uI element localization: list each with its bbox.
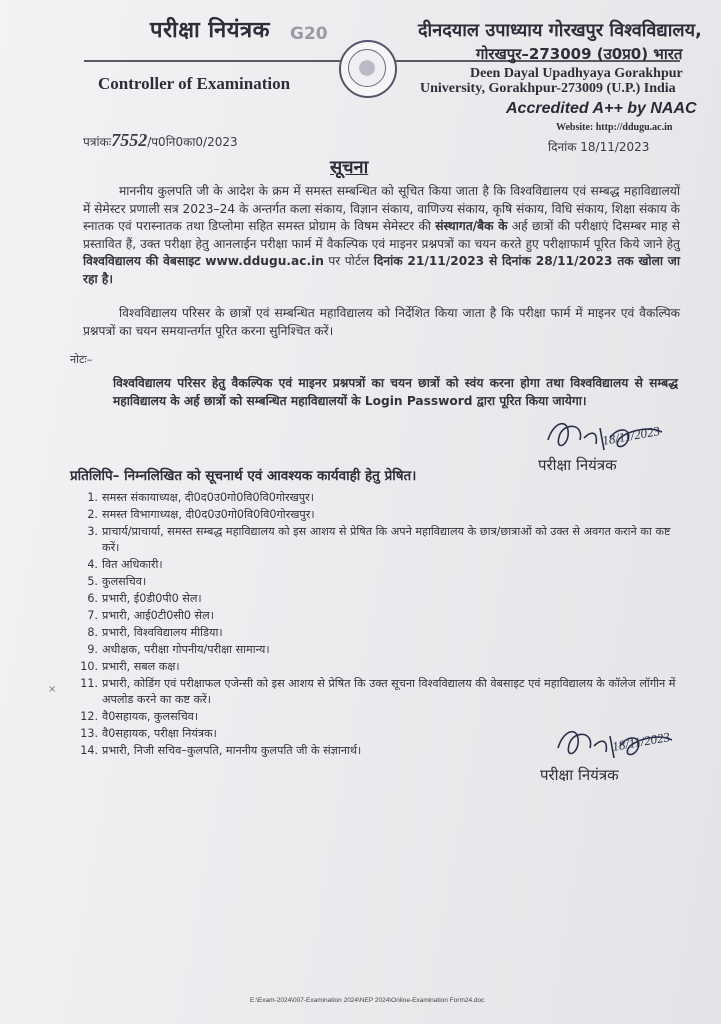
copy-to-item-text: प्रभारी, विश्वविद्यालय मीडिया। bbox=[102, 626, 223, 639]
reference-number bbox=[83, 130, 238, 151]
notice-date: दिनांक 18/11/2023 bbox=[548, 140, 650, 154]
copy-to-item-text: वित अधिकारी। bbox=[102, 558, 163, 571]
paragraph1-text-b: अर्ह छात्रों की परीक्षाएं दिसम्बर माह से प्रस्तावित हैं, उक्त परीक्षा हेतु आनलाईन परीक्षा फार्म में वैकल्पिक एवं माइनर प्रश्नपत्रों का चयन करते हुए परीक्षाफार्म पूरित किये जाने हेतु bbox=[83, 219, 680, 251]
copy-to-item-text: प्रभारी, निजी सचिव–कुलपति, माननीय कुलपति जी के संज्ञानार्थ। bbox=[102, 744, 362, 757]
copy-to-item-number: 13. bbox=[80, 727, 98, 740]
copy-to-item-number: 8. bbox=[87, 626, 98, 639]
copy-to-item bbox=[80, 490, 690, 506]
university-name-hindi: दीनदयाल उपाध्याय गोरखपुर विश्वविद्यालय, bbox=[418, 20, 702, 41]
reference-label: पत्रांकः bbox=[83, 135, 112, 149]
note-label: नोटः– bbox=[70, 353, 93, 366]
copy-to-item-text: वै0सहायक, परीक्षा नियंत्रक। bbox=[102, 727, 217, 740]
reference-handwritten-number: 7552 bbox=[111, 130, 148, 150]
g20-logo: G20 bbox=[290, 24, 328, 44]
website-link[interactable]: Website: http://ddugu.ac.in bbox=[556, 122, 673, 133]
copy-to-item-text: समस्त संकायाध्यक्ष, दी0द0उ0गो0वि0वि0गोरखपुर। bbox=[102, 491, 314, 504]
notice-paragraph-1 bbox=[83, 183, 680, 288]
copy-to-item bbox=[80, 507, 690, 523]
copy-to-item bbox=[80, 574, 690, 590]
copy-to-item bbox=[80, 557, 690, 573]
copy-to-item-number: 1. bbox=[87, 491, 98, 504]
margin-mark: × bbox=[48, 684, 57, 695]
copy-to-item-number: 5. bbox=[87, 575, 98, 588]
notice-title: सूचना bbox=[330, 157, 369, 178]
copy-to-item-number: 4. bbox=[87, 558, 98, 571]
copy-to-item bbox=[80, 608, 690, 624]
copy-to-item bbox=[80, 676, 690, 708]
copy-to-item-text: अधीक्षक, परीक्षा गोपनीय/परीक्षा सामान्य। bbox=[102, 643, 270, 656]
copy-to-item-number: 11. bbox=[80, 677, 98, 690]
copy-to-item-number: 10. bbox=[80, 660, 98, 673]
paragraph1-bold-website: विश्वविद्यालय की वेबसाइट www.ddugu.ac.in bbox=[83, 254, 324, 268]
copy-to-item-number: 6. bbox=[87, 592, 98, 605]
office-title-english: Controller of Examination bbox=[98, 74, 291, 93]
paragraph1-bold-a: संस्थागत/बैक के bbox=[435, 219, 508, 233]
signature-2-date: 18/11/2023 bbox=[611, 729, 672, 754]
file-path-footer: E:\Exam-2024\007-Examination 2024\NEP 2024\Online-Examination Form24.doc bbox=[250, 997, 485, 1004]
copy-to-item-text: प्रभारी, ई0डी0पी0 सेल। bbox=[102, 592, 202, 605]
note-text: विश्वविद्यालय परिसर हेतु वैकल्पिक एवं माइनर प्रश्नपत्रों का चयन छात्रों को स्वंय करना होगा तथा विश्वविद्यालय से सम्बद्ध महाविद्यालय के अर्ह छात्रों को सम्बन्धित महाविद्यालयों के Login Password द्वारा पूरित किया जायेगा। bbox=[113, 376, 678, 408]
university-seal-icon bbox=[339, 40, 397, 98]
signature-1-date: 18/11/2023 bbox=[601, 423, 662, 448]
copy-to-item-number: 7. bbox=[87, 609, 98, 622]
copy-to-item bbox=[80, 591, 690, 607]
copy-to-item-number: 9. bbox=[87, 643, 98, 656]
copy-to-item bbox=[80, 524, 690, 556]
signatory-title-1: परीक्षा नियंत्रक bbox=[538, 456, 617, 474]
copy-to-item-number: 3. bbox=[87, 525, 98, 538]
copy-to-item-text: समस्त विभागाध्यक्ष, दी0द0उ0गो0वि0वि0गोरखपुर। bbox=[102, 508, 315, 521]
paragraph1-bold-dates: दिनांक 21/11/2023 से दिनांक 28/11/2023 तक खोला जा रहा है। bbox=[83, 254, 681, 286]
copy-to-heading: प्रतिलिपि– निम्नलिखित को सूचनार्थ एवं आवश्यक कार्यवाही हेतु प्रेषित। bbox=[70, 468, 417, 484]
university-address-english: University, Gorakhpur-273009 (U.P.) India bbox=[420, 81, 676, 96]
copy-to-item-text: प्राचार्य/प्राचार्या, समस्त सम्बद्ध महाविद्यालय को इस आशय से प्रेषित कि अपने महाविद्यालय के छात्र/छात्राओं को उक्त से अवगत कराने का कष्ट करें। bbox=[102, 525, 671, 554]
office-title-hindi: परीक्षा नियंत्रक bbox=[150, 18, 271, 43]
copy-to-item bbox=[80, 642, 690, 658]
copy-to-item-number: 2. bbox=[87, 508, 98, 521]
copy-to-item-text: प्रभारी, कोडिंग एवं परीक्षाफल एजेन्सी को इस आशय से प्रेषित कि उक्त सूचना विश्वविद्यालय की वेबसाइट एवं महाविद्यालय के कॉलेज लॉगीन में अपलोड करने का कष्ट करें। bbox=[102, 677, 676, 706]
signatory-title-2: परीक्षा नियंत्रक bbox=[540, 766, 619, 784]
notice-paragraph-2: विश्वविद्यालय परिसर के छात्रों एवं सम्बन्धित महाविद्यालय को निर्देशित किया जाता है कि परीक्षा फार्म में माइनर एवं वैकल्पिक प्रश्नपत्रों का चयन समयान्तर्गत पूरित करना सुनिश्चित करें। bbox=[83, 306, 680, 338]
copy-to-item-text: प्रभारी, सबल कक्ष। bbox=[102, 660, 180, 673]
copy-to-item bbox=[80, 659, 690, 675]
university-name-english: Deen Dayal Upadhyaya Gorakhpur bbox=[470, 66, 683, 81]
copy-to-item-text: वै0सहायक, कुलसचिव। bbox=[102, 710, 199, 723]
copy-to-item-number: 12. bbox=[80, 710, 98, 723]
copy-to-item bbox=[80, 625, 690, 641]
paragraph1-text-c: पर पोर्टल bbox=[323, 254, 374, 268]
university-address-hindi: गोरखपुर–273009 (उ0प्र0) भारत bbox=[476, 45, 683, 63]
reference-suffix: /प0नि0का0/2023 bbox=[147, 135, 238, 149]
naac-accreditation: Accredited A++ by NAAC bbox=[506, 100, 697, 117]
paragraph1-text-a: माननीय कुलपति जी के आदेश के क्रम में समस्त सम्बन्धित को सूचित किया जाता है कि विश्वविद्यालय एवं सम्बद्ध महाविद्यालयों में सेमेस्टर प्रणाली सत्र 2023–24 के अन्तर्गत कला संकाय, विज्ञान संकाय, वाणिज्य संकाय, कृषि संकाय, विधि संकाय, शिक्षा संकाय के स्नातक एवं परास्नातक तथा डिप्लोमा सहित समस्त प्रोग्राम के विषम सेमेस्टर की bbox=[83, 184, 680, 233]
copy-to-item-text: कुलसचिव। bbox=[102, 575, 147, 588]
copy-to-item-number: 14. bbox=[80, 744, 98, 757]
copy-to-item-text: प्रभारी, आई0टी0सी0 सेल। bbox=[102, 609, 214, 622]
